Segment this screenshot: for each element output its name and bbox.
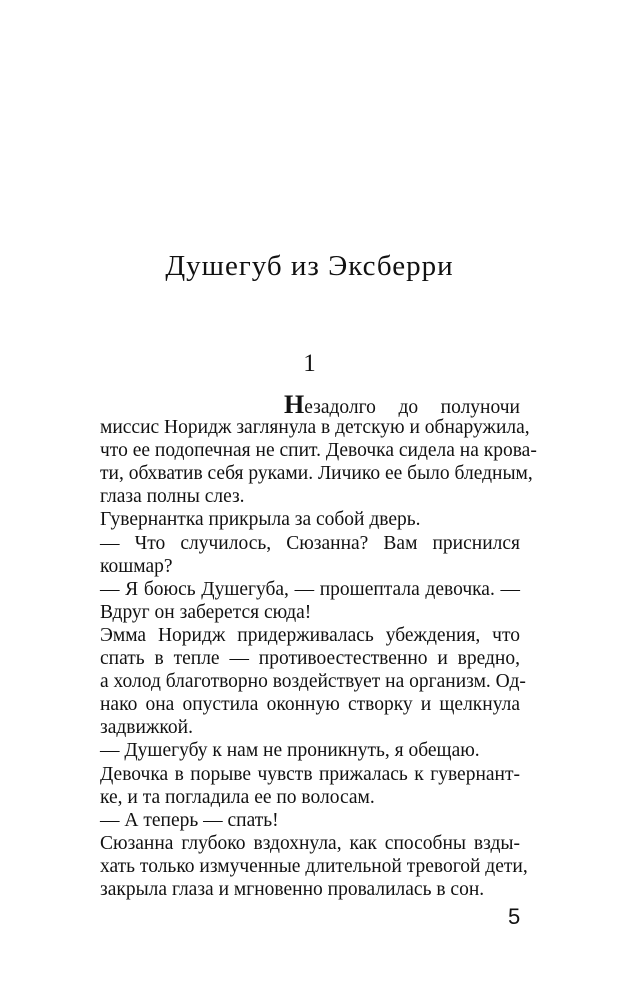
text-line: задвижкой. [100, 717, 193, 739]
text-line: — Душегубу к нам не проникнуть, я обещаю. [100, 740, 480, 762]
text-line: Эмма Норидж придерживалась убеждения, что [100, 624, 520, 646]
text-line: Вдруг он заберется сюда! [100, 601, 312, 623]
text-line: глаза полны слез. [100, 486, 245, 508]
text-line: Девочка в порыве чувств прижалась к гувернант- [100, 763, 520, 785]
page-number: 5 [508, 904, 521, 929]
text-line: нако она опустила оконную створку и щелкнула [100, 694, 520, 716]
chapter-body [100, 390, 537, 901]
text-line: Сюзанна глубоко вздохнула, как способны взды- [100, 832, 520, 854]
first-line-word: до [398, 397, 419, 418]
first-line-word: полуночи [440, 397, 520, 418]
text-line: ке, и та погладила ее по волосам. [100, 786, 375, 808]
text-line: Гувернантка прикрыла за собой дверь. [100, 509, 421, 531]
text-line: — А теперь — спать! [100, 809, 279, 831]
first-word-rest: езадолго [304, 397, 376, 418]
text-line: закрыла глаза и мгновенно провалилась в сон. [100, 878, 485, 900]
section-number: 1 [303, 350, 316, 377]
drop-cap: Н [284, 390, 305, 419]
first-line [100, 390, 520, 419]
text-line: хать только измученные длительной тревогой дети, [100, 855, 528, 877]
text-line: а холод благотворно воздействует на организм. Од- [100, 671, 526, 693]
text-line: спать в тепле — противоестественно и вредно, [100, 648, 520, 670]
text-line: миссис Норидж заглянула в детскую и обнаружила, [100, 417, 530, 439]
text-line: кошмар? [100, 555, 173, 577]
text-line: — Что случилось, Сюзанна? Вам приснился [100, 532, 520, 554]
chapter-title: Душегуб из Эксберри [165, 250, 454, 282]
text-line: — Я боюсь Душегуба, — прошептала девочка. — [100, 578, 520, 600]
text-line: ти, обхватив себя руками. Личико ее было бледным, [100, 463, 533, 485]
text-line: что ее подопечная не спит. Девочка сидела на крова- [100, 440, 537, 462]
